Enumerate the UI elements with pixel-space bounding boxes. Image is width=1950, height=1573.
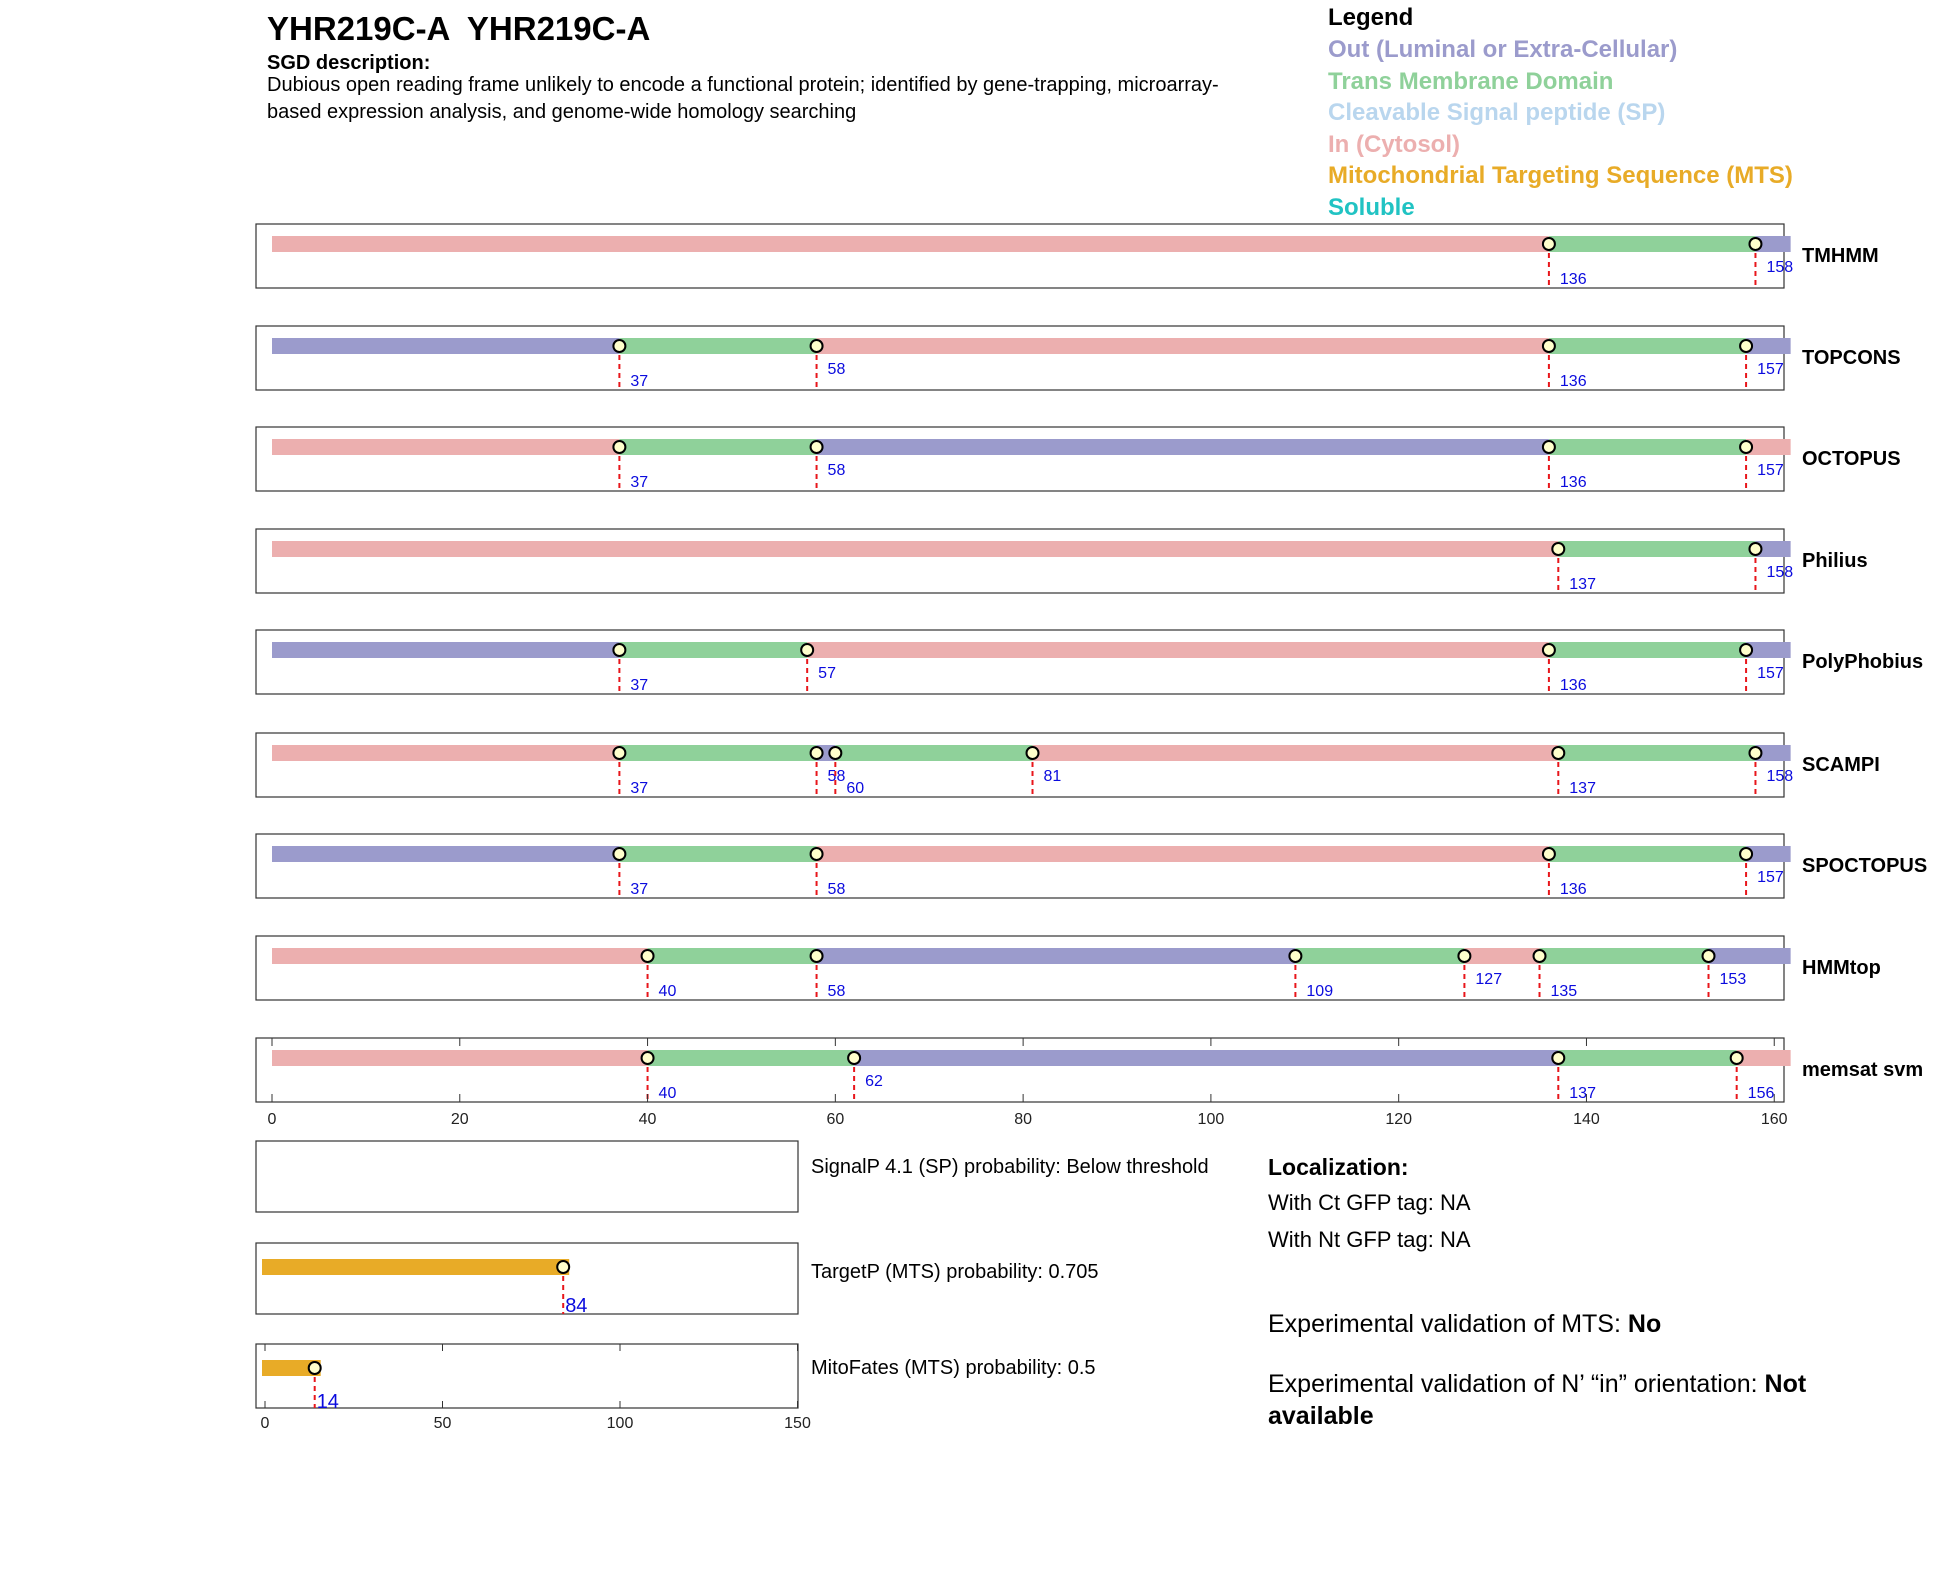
segment-tm xyxy=(1558,745,1755,761)
track-name: SPOCTOPUS xyxy=(1802,855,1928,877)
boundary-marker xyxy=(811,340,823,352)
localization-title: Localization: xyxy=(1268,1154,1409,1180)
track-name: HMMtop xyxy=(1802,957,1881,979)
segment-tm xyxy=(1549,439,1746,455)
boundary-label: 37 xyxy=(630,373,649,390)
boundary-label: 58 xyxy=(827,881,846,898)
track-name: Philius xyxy=(1802,550,1868,572)
orientation-validation-value: Not available xyxy=(1268,1370,1807,1430)
track-frame xyxy=(256,529,1784,593)
segment-in xyxy=(272,236,1549,252)
mts-bar xyxy=(262,1259,569,1275)
prediction-frame xyxy=(256,1243,798,1314)
segment-in xyxy=(817,338,1549,354)
boundary-label: 136 xyxy=(1559,474,1587,491)
targetp-label: TargetP (MTS) probability: 0.705 xyxy=(811,1261,1099,1283)
boundary-marker xyxy=(613,644,625,656)
orientation-validation-label: Experimental validation of N’ “in” orientation: xyxy=(1268,1370,1765,1398)
boundary-label: 40 xyxy=(658,983,677,1000)
segment-in xyxy=(1464,948,1539,964)
legend-item-sp: Cleavable Signal peptide (SP) xyxy=(1328,99,1666,126)
bottom-x-tick-label: 100 xyxy=(606,1415,634,1432)
boundary-label: 136 xyxy=(1559,271,1587,288)
boundary-marker xyxy=(613,747,625,759)
boundary-label: 157 xyxy=(1757,361,1784,378)
boundary-label: 81 xyxy=(1043,768,1062,785)
boundary-label: 37 xyxy=(630,881,649,898)
boundary-label: 137 xyxy=(1569,780,1596,797)
segment-out xyxy=(854,1050,1558,1066)
orientation-validation xyxy=(1268,1368,1868,1432)
segment-out xyxy=(1709,948,1791,964)
boundary-marker xyxy=(1740,340,1752,352)
x-tick-label: 80 xyxy=(1014,1111,1033,1128)
boundary-marker xyxy=(1027,747,1039,759)
boundary-marker xyxy=(613,848,625,860)
track-frame xyxy=(256,1038,1784,1102)
boundary-marker xyxy=(613,340,625,352)
segment-tm xyxy=(1549,846,1746,862)
segment-in xyxy=(272,1050,648,1066)
segment-tm xyxy=(835,745,1032,761)
segment-tm xyxy=(619,642,807,658)
boundary-label: 156 xyxy=(1747,1085,1775,1102)
mts-validation xyxy=(1268,1310,1661,1339)
boundary-label: 109 xyxy=(1306,983,1334,1000)
bottom-x-tick-label: 150 xyxy=(784,1415,811,1432)
boundary-label: 37 xyxy=(630,677,649,694)
track-frame xyxy=(256,427,1784,491)
track-frame xyxy=(256,834,1784,898)
bottom-x-tick-label: 0 xyxy=(260,1415,270,1432)
x-tick-label: 120 xyxy=(1385,1111,1413,1128)
boundary-marker xyxy=(613,441,625,453)
boundary-label: 40 xyxy=(658,1085,677,1102)
boundary-marker xyxy=(1740,848,1752,860)
segment-out xyxy=(272,846,619,862)
mts-boundary-label: 84 xyxy=(565,1295,588,1317)
segment-tm xyxy=(648,948,817,964)
track-name: PolyPhobius xyxy=(1802,651,1924,673)
legend-item-soluble: Soluble xyxy=(1328,193,1415,221)
boundary-marker xyxy=(811,848,823,860)
x-tick-label: 40 xyxy=(638,1111,657,1128)
boundary-label: 157 xyxy=(1757,462,1784,479)
boundary-marker xyxy=(1534,950,1546,962)
segment-tm xyxy=(1540,948,1709,964)
segment-tm xyxy=(1549,236,1756,252)
boundary-label: 135 xyxy=(1550,983,1578,1000)
segment-tm xyxy=(1549,338,1746,354)
mts-boundary-marker xyxy=(557,1261,569,1273)
segment-tm xyxy=(1295,948,1464,964)
prediction-frame xyxy=(256,1141,798,1212)
bottom-x-tick-label: 50 xyxy=(433,1415,452,1432)
track-name: memsat svm xyxy=(1802,1059,1924,1081)
x-tick-label: 140 xyxy=(1573,1111,1600,1128)
boundary-label: 37 xyxy=(630,474,649,491)
boundary-label: 137 xyxy=(1569,1085,1596,1102)
boundary-label: 127 xyxy=(1475,971,1503,988)
legend-item-out: Out (Luminal or Extra-Cellular) xyxy=(1328,36,1678,63)
boundary-label: 58 xyxy=(827,768,846,785)
boundary-label: 158 xyxy=(1766,564,1794,581)
legend-item-tm: Trans Membrane Domain xyxy=(1328,67,1614,95)
sgd-description-label: SGD description: xyxy=(267,52,431,74)
boundary-label: 137 xyxy=(1569,576,1596,593)
segment-tm xyxy=(619,439,816,455)
x-tick-label: 60 xyxy=(826,1111,845,1128)
mts-boundary-label: 14 xyxy=(316,1391,339,1413)
track-frame xyxy=(256,733,1784,797)
mts-validation-value: No xyxy=(1627,1310,1662,1338)
segment-tm xyxy=(619,338,816,354)
segment-tm xyxy=(619,846,816,862)
segment-tm xyxy=(648,1050,855,1066)
boundary-marker xyxy=(642,1052,654,1064)
mts-boundary-marker xyxy=(309,1362,321,1374)
boundary-marker xyxy=(1289,950,1301,962)
boundary-label: 37 xyxy=(630,780,649,797)
segment-out xyxy=(817,439,1549,455)
segment-out xyxy=(272,338,619,354)
track-frame xyxy=(256,224,1784,288)
boundary-marker xyxy=(1552,543,1564,555)
track-frame xyxy=(256,630,1784,694)
legend-item-in: In (Cytosol) xyxy=(1328,130,1460,158)
boundary-marker xyxy=(1458,950,1470,962)
segment-in xyxy=(1737,1050,1791,1066)
boundary-marker xyxy=(1749,238,1761,250)
boundary-label: 57 xyxy=(818,665,836,682)
legend-title: Legend xyxy=(1328,4,1414,31)
boundary-marker xyxy=(1552,1052,1564,1064)
segment-tm xyxy=(619,745,816,761)
track-name: TOPCONS xyxy=(1802,347,1901,369)
boundary-label: 157 xyxy=(1757,665,1784,682)
boundary-label: 136 xyxy=(1559,677,1587,694)
segment-in xyxy=(272,948,648,964)
boundary-marker xyxy=(1543,238,1555,250)
boundary-marker xyxy=(801,644,813,656)
track-frame xyxy=(256,326,1784,390)
boundary-label: 136 xyxy=(1559,881,1587,898)
segment-tm xyxy=(1558,541,1755,557)
segment-in xyxy=(272,439,619,455)
boundary-marker xyxy=(642,950,654,962)
segment-tm xyxy=(1558,1050,1736,1066)
page-title: YHR219C-A YHR219C-A xyxy=(267,10,651,47)
boundary-label: 158 xyxy=(1766,768,1794,785)
boundary-label: 58 xyxy=(827,983,846,1000)
boundary-marker xyxy=(1740,644,1752,656)
boundary-marker xyxy=(829,747,841,759)
boundary-label: 60 xyxy=(846,780,865,797)
boundary-label: 153 xyxy=(1719,971,1747,988)
boundary-marker xyxy=(811,441,823,453)
x-tick-label: 0 xyxy=(267,1111,277,1128)
boundary-marker xyxy=(1552,747,1564,759)
segment-in xyxy=(817,846,1549,862)
x-tick-label: 160 xyxy=(1760,1111,1788,1128)
track-name: SCAMPI xyxy=(1802,754,1880,776)
boundary-marker xyxy=(1543,441,1555,453)
localization-nt: With Nt GFP tag: NA xyxy=(1268,1227,1471,1252)
segment-out xyxy=(272,642,619,658)
boundary-label: 158 xyxy=(1766,259,1794,276)
segment-tm xyxy=(1549,642,1746,658)
boundary-marker xyxy=(811,747,823,759)
legend-item-mts: Mitochondrial Targeting Sequence (MTS) xyxy=(1328,162,1793,189)
boundary-marker xyxy=(1543,644,1555,656)
mitofates-label: MitoFates (MTS) probability: 0.5 xyxy=(811,1357,1096,1379)
boundary-label: 62 xyxy=(865,1073,883,1090)
segment-in xyxy=(1033,745,1559,761)
boundary-marker xyxy=(811,950,823,962)
localization-ct: With Ct GFP tag: NA xyxy=(1268,1190,1471,1215)
boundary-marker xyxy=(1749,543,1761,555)
mts-validation-label: Experimental validation of MTS: xyxy=(1268,1310,1628,1338)
segment-out xyxy=(817,948,1296,964)
track-name: TMHMM xyxy=(1802,245,1879,267)
boundary-label: 157 xyxy=(1757,869,1784,886)
boundary-marker xyxy=(1703,950,1715,962)
segment-in xyxy=(272,541,1558,557)
track-name: OCTOPUS xyxy=(1802,448,1901,470)
boundary-marker xyxy=(848,1052,860,1064)
boundary-marker xyxy=(1749,747,1761,759)
boundary-label: 58 xyxy=(827,361,846,378)
boundary-marker xyxy=(1543,848,1555,860)
x-tick-label: 100 xyxy=(1197,1111,1225,1128)
boundary-marker xyxy=(1543,340,1555,352)
segment-in xyxy=(272,745,619,761)
boundary-marker xyxy=(1731,1052,1743,1064)
boundary-label: 136 xyxy=(1559,373,1587,390)
x-tick-label: 20 xyxy=(450,1111,469,1128)
signalp-label: SignalP 4.1 (SP) probability: Below threshold xyxy=(811,1156,1209,1178)
sgd-description-text: Dubious open reading frame unlikely to encode a functional protein; identified by gene-trapping, microarray-based expression analysis, and genome-wide homology searching xyxy=(267,74,1219,123)
boundary-marker xyxy=(1740,441,1752,453)
boundary-label: 58 xyxy=(827,462,846,479)
segment-in xyxy=(807,642,1549,658)
